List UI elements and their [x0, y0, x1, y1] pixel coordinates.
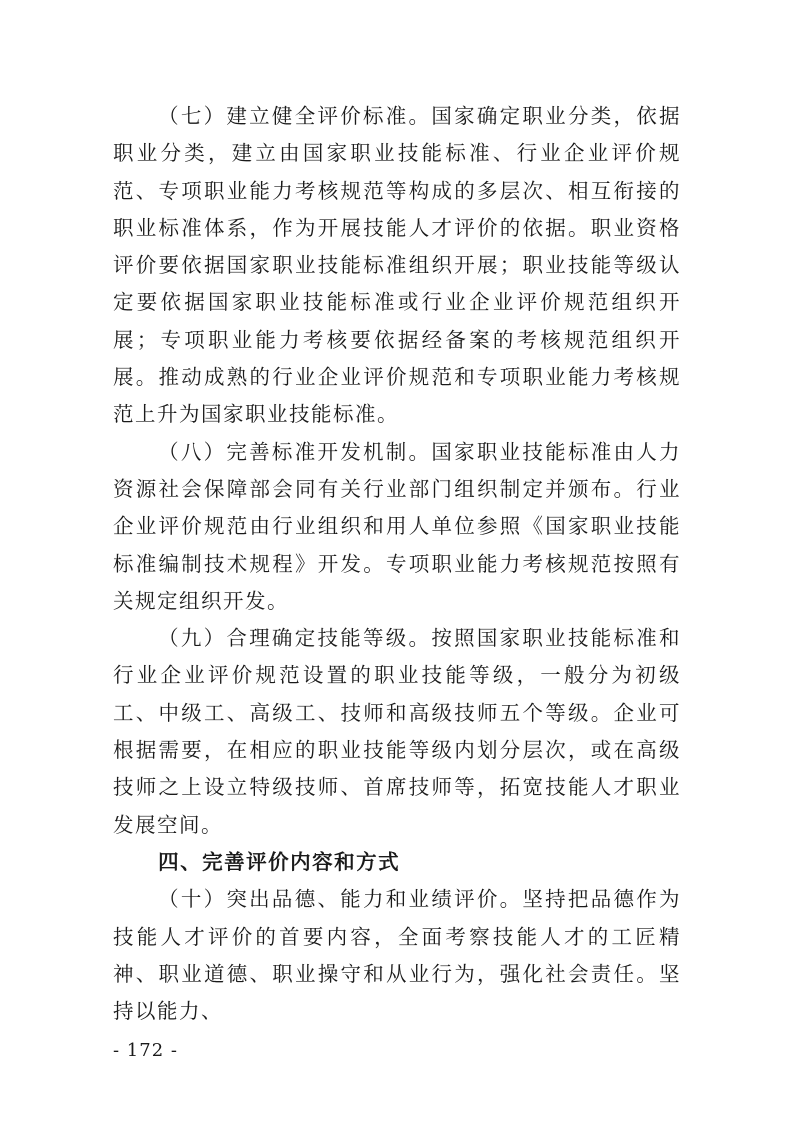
- document-body: [113, 98, 681, 1030]
- paragraph-9-body: 按照国家职业技能标准和行业企业评价规范设置的职业技能等级，一般分为初级工、中级工、高级工、技师和高级技师五个等级。企业可根据需要，在相应的职业技能等级内划分层次，或在高级技师之上设立特级技师、首席技师等，拓宽技能人才职业发展空间。: [113, 626, 682, 837]
- paragraph-8: [113, 434, 681, 620]
- section-heading: 四、完善评价内容和方式: [158, 849, 401, 874]
- paragraph-10-lead: （十）突出品德、能力和业绩评价。: [158, 887, 523, 912]
- paragraph-8-body: 国家职业技能标准由人力资源社会保障部会同有关行业部门组织制定并颁布。行业企业评价规范由行业组织和用人单位参照《国家职业技能标准编制技术规程》开发。专项职业能力考核规范按照有关规定组织开发。: [113, 439, 682, 613]
- paragraph-7-body: 国家确定职业分类，依据职业分类，建立由国家职业技能标准、行业企业评价规范、专项职业能力考核规范等构成的多层次、相互衔接的职业标准体系，作为开展技能人才评价的依据。职业资格评价要依据国家职业技能标准组织开展；职业技能等级认定要依据国家职业技能标准或行业企业评价规范组织开展；专项职业能力考核要依据经备案的考核规范组织开展。推动成熟的行业企业评价规范和专项职业能力考核规范上升为国家职业技能标准。: [113, 104, 682, 427]
- paragraph-8-lead: （八）完善标准开发机制。: [158, 439, 432, 464]
- paragraph-10: [113, 881, 681, 1030]
- page-number: - 172 -: [113, 1040, 178, 1061]
- paragraph-9-lead: （九）合理确定技能等级。: [158, 626, 432, 651]
- paragraph-7-lead: （七）建立健全评价标准。: [158, 104, 432, 128]
- paragraph-10-body: 坚持把品德作为技能人才评价的首要内容，全面考察技能人才的工匠精神、职业道德、职业操守和从业行为，强化社会责任。坚持以能力、: [113, 887, 682, 1024]
- paragraph-7: [113, 98, 681, 434]
- paragraph-9: [113, 620, 681, 844]
